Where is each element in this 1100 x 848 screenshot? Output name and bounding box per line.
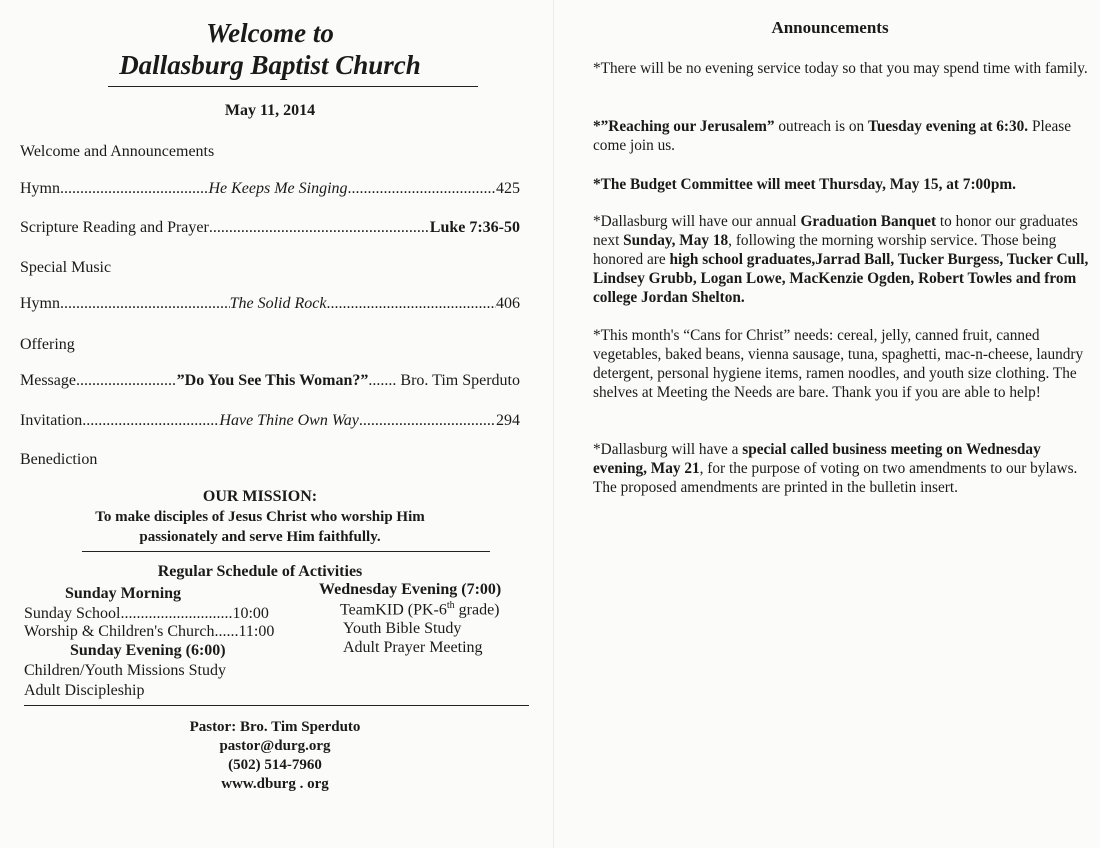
- scripture-line: [20, 219, 520, 237]
- message-line: Message ..... ”Do You See This Woman?” ....... Bro. Tim Sperduto: [20, 372, 520, 390]
- page-fold: [553, 0, 554, 848]
- announcement-budget-committee: *The Budget Committee will meet Thursday, May 15, at 7:00pm.: [593, 176, 1016, 193]
- hymn-2-line: [20, 295, 520, 313]
- announcements-title: Announcements: [771, 18, 889, 37]
- missions-study: Children/Youth Missions Study: [24, 662, 226, 679]
- announcement-outreach: *”Reaching our Jerusalem” outreach is on Tuesday evening at 6:30. Please come join us.: [593, 118, 1072, 154]
- invitation-title: Have Thine Own Way: [219, 412, 359, 429]
- welcome-heading: Welcome to: [206, 18, 334, 48]
- hymn-2-title: The Solid Rock: [229, 295, 327, 312]
- mission-rule: [82, 551, 490, 552]
- hymn-1-title: He Keeps Me Singing: [208, 180, 348, 197]
- message-title: ”Do You See This Woman?”: [176, 372, 369, 389]
- sunday-morning-heading: Sunday Morning: [65, 585, 182, 602]
- sunday-school: Sunday School............................10:00: [24, 605, 269, 622]
- announcement-graduation-banquet: *Dallasburg will have our annual Graduation Banquet to honor our graduates next Sunday, May 18, following the morning worship service. Those being honored are high school graduates,Jarrad Ball, Tucker Burgess, Tucker Cull, Lindsey Grubb, Logan Lowe, MacKenzie Ogden, Robert Towles and from college Jordan Shelton.: [593, 213, 1089, 306]
- invitation-number: 294: [496, 412, 521, 429]
- youth-bible-study: Youth Bible Study: [343, 620, 462, 637]
- schedule-rule: [24, 705, 529, 706]
- teamkid: TeamKID (PK-6th grade): [340, 600, 500, 619]
- right-page: [560, 0, 1100, 848]
- announcement-business-meeting: *Dallasburg will have a special called business meeting on Wednesday evening, May 21, for the purpose of voting on two amendments to our bylaws. The proposed amendments are printed in the bulletin insert.: [593, 441, 1078, 496]
- pastor-email: pastor@durg.org: [219, 738, 331, 754]
- worship-service: Worship & Children's Church......11:00: [24, 623, 275, 640]
- announcement-cans-for-christ: *This month's “Cans for Christ” needs: cereal, jelly, canned fruit, canned vegetables, baked beans, vienna sausage, tuna, spaghetti, mac-n-cheese, laundry detergent, personal hygiene items, ramen noodles, and youth size clothing. The shelves at Meeting the Needs are bare. Thank you if you are able to help!: [593, 327, 1084, 401]
- pastor-phone: (502) 514-7960: [228, 757, 322, 773]
- hymn-2-label: Hymn: [20, 295, 60, 312]
- title-rule: [108, 86, 478, 87]
- mission-line-1: To make disciples of Jesus Christ who worship Him: [95, 509, 425, 525]
- offering: Offering: [20, 336, 75, 353]
- hymn-1-number: 425: [496, 180, 521, 197]
- invitation-line: [20, 412, 520, 430]
- mission-line-2: passionately and serve Him faithfully.: [139, 529, 381, 545]
- hymn-1-label: Hymn: [20, 180, 60, 197]
- message-speaker: Bro. Tim Sperduto: [400, 372, 520, 389]
- church-name: Dallasburg Baptist Church: [119, 50, 421, 80]
- sunday-evening-heading: Sunday Evening (6:00): [70, 642, 226, 659]
- wednesday-heading: Wednesday Evening (7:00): [319, 581, 502, 598]
- church-website: www.dburg . org: [221, 776, 329, 792]
- mission-heading: OUR MISSION:: [202, 488, 318, 505]
- special-music: Special Music: [20, 259, 112, 276]
- left-page: [0, 0, 548, 848]
- hymn-2-number: 406: [496, 295, 520, 312]
- pastor-name: Pastor: Bro. Tim Sperduto: [189, 719, 361, 735]
- message-label: Message: [20, 372, 76, 389]
- adult-discipleship: Adult Discipleship: [24, 682, 145, 699]
- hymn-1-line: [20, 180, 520, 198]
- welcome-announcements: Welcome and Announcements: [20, 143, 215, 160]
- scripture-label: Scripture Reading and Prayer: [20, 219, 209, 236]
- adult-prayer-meeting: Adult Prayer Meeting: [343, 639, 483, 656]
- invitation-label: Invitation: [20, 412, 83, 429]
- benediction: Benediction: [20, 451, 98, 468]
- bulletin-date: May 11, 2014: [224, 102, 316, 119]
- schedule-title: Regular Schedule of Activities: [157, 563, 363, 580]
- announcement-evening-service: *There will be no evening service today so that you may spend time with family.: [593, 60, 1088, 77]
- scripture-reference: Luke 7:36-50: [429, 219, 520, 236]
